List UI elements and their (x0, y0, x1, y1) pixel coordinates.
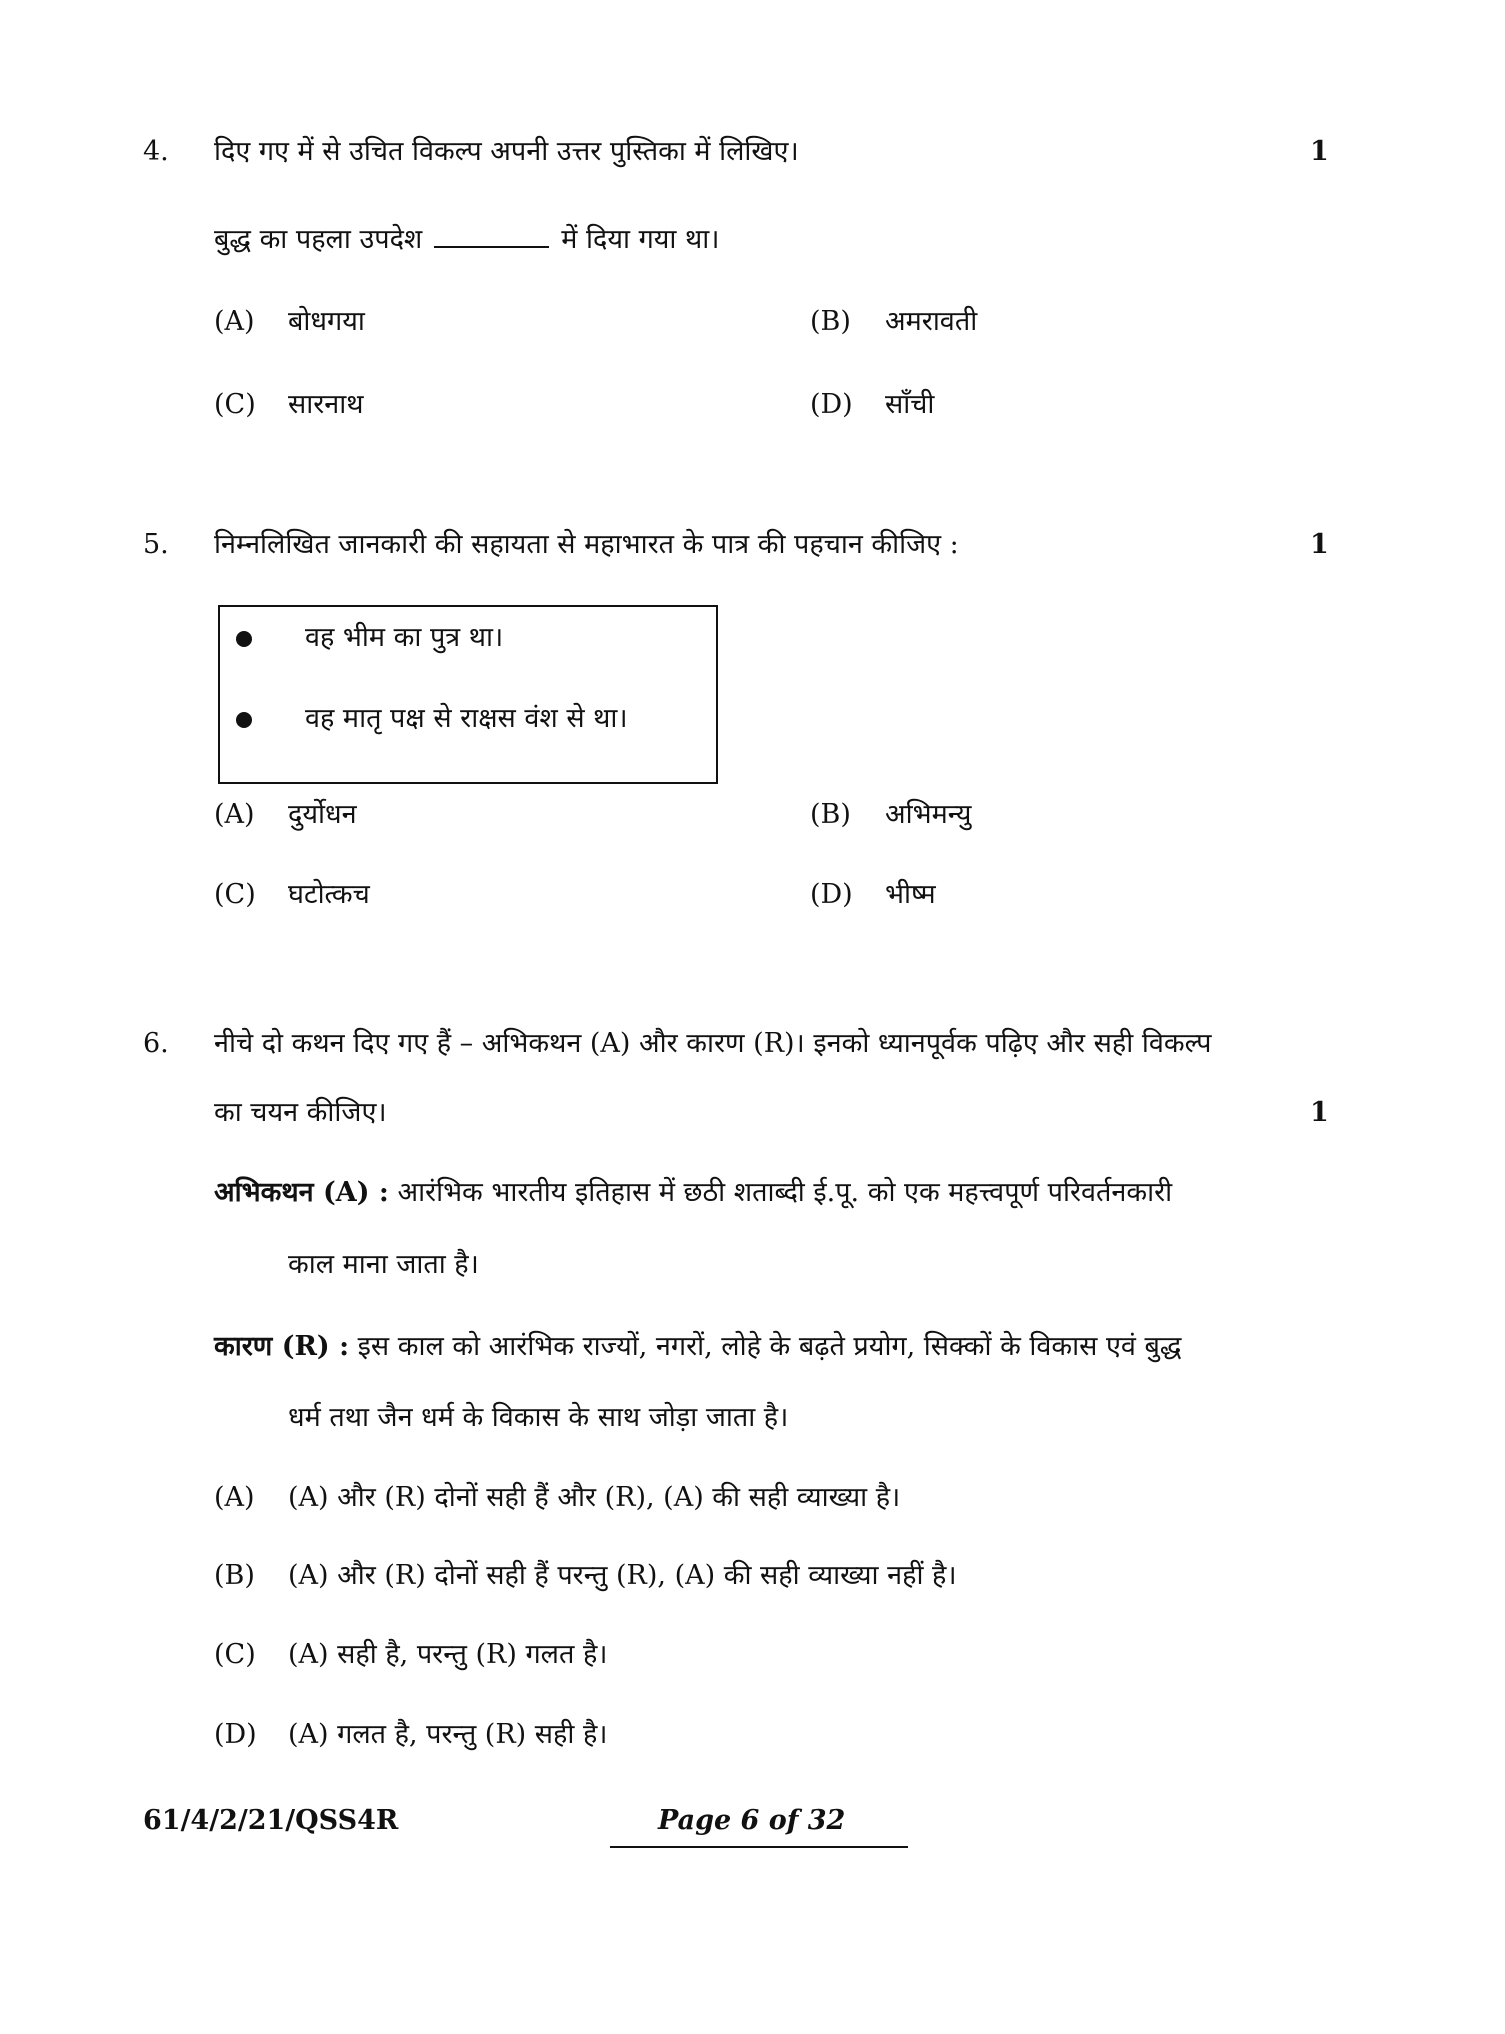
reason-label: कारण (R) : (214, 1331, 350, 1362)
question-6-instruction-line2: का चयन कीजिए। (214, 1097, 387, 1128)
q4-option-b-text: अमरावती (885, 306, 978, 337)
question-4-instruction: दिए गए में से उचित विकल्प अपनी उत्तर पुस्तिका में लिखिए। (214, 136, 799, 167)
q5-option-d-text: भीष्म (885, 879, 936, 910)
page-number-underline (610, 1846, 908, 1848)
bullet-icon (236, 631, 252, 647)
assertion-continuation: काल माना जाता है। (288, 1249, 479, 1280)
question-6-marks: 1 (1310, 1097, 1329, 1128)
q4-option-b-label: (B) (810, 306, 851, 337)
q6-option-b-text: (A) और (R) दोनों सही हैं परन्तु (R), (A) की सही व्याख्या नहीं है। (288, 1560, 957, 1591)
q4-option-c-text: सारनाथ (288, 389, 364, 420)
q4-option-d-text: साँची (885, 389, 935, 420)
q5-option-d-label: (D) (810, 879, 853, 910)
q6-option-d-text: (A) गलत है, परन्तु (R) सही है। (288, 1719, 608, 1750)
q5-option-a-text: दुर्योधन (288, 799, 357, 830)
reason (214, 1329, 1181, 1365)
clue-2: वह मातृ पक्ष से राक्षस वंश से था। (305, 703, 628, 734)
bullet-icon (236, 712, 252, 728)
q5-option-a-label: (A) (214, 799, 255, 830)
question-5-number: 5. (143, 529, 169, 560)
q6-option-d-label: (D) (214, 1719, 257, 1750)
question-4-marks: 1 (1310, 136, 1329, 167)
question-4-stem (214, 222, 720, 258)
page-number: Page 6 of 32 (658, 1805, 846, 1836)
q4-option-d-label: (D) (810, 389, 853, 420)
q5-option-c-label: (C) (214, 879, 256, 910)
reason-continuation: धर्म तथा जैन धर्म के विकास के साथ जोड़ा जाता है। (288, 1402, 789, 1433)
paper-code: 61/4/2/21/QSS4R (143, 1805, 399, 1836)
q6-option-c-text: (A) सही है, परन्तु (R) गलत है। (288, 1639, 608, 1670)
q5-option-b-text: अभिमन्यु (885, 799, 972, 830)
question-4-number: 4. (143, 136, 169, 167)
question-5-marks: 1 (1310, 529, 1329, 560)
q6-option-c-label: (C) (214, 1639, 256, 1670)
fill-in-blank (434, 222, 549, 248)
clue-1: वह भीम का पुत्र था। (305, 622, 504, 653)
question-5-instruction: निम्नलिखित जानकारी की सहायता से महाभारत के पात्र की पहचान कीजिए : (214, 529, 959, 560)
stem-after: में दिया गया था। (561, 224, 720, 255)
stem-before: बुद्ध का पहला उपदेश (214, 224, 423, 255)
question-6-number: 6. (143, 1028, 169, 1059)
assertion-text: आरंभिक भारतीय इतिहास में छठी शताब्दी ई.पू. को एक महत्त्वपूर्ण परिवर्तनकारी (397, 1177, 1173, 1208)
q4-option-a-text: बोधगया (288, 306, 365, 337)
q6-option-a-text: (A) और (R) दोनों सही हैं और (R), (A) की सही व्याख्या है। (288, 1482, 901, 1513)
q5-option-b-label: (B) (810, 799, 851, 830)
q6-option-a-label: (A) (214, 1482, 255, 1513)
q6-option-b-label: (B) (214, 1560, 255, 1591)
assertion (214, 1175, 1172, 1211)
q4-option-a-label: (A) (214, 306, 255, 337)
assertion-label: अभिकथन (A) : (214, 1177, 389, 1208)
q5-option-c-text: घटोत्कच (288, 879, 370, 910)
reason-text: इस काल को आरंभिक राज्यों, नगरों, लोहे के बढ़ते प्रयोग, सिक्कों के विकास एवं बुद्ध (357, 1331, 1182, 1362)
question-6-instruction-line1: नीचे दो कथन दिए गए हैं – अभिकथन (A) और कारण (R)। इनको ध्यानपूर्वक पढ़िए और सही विकल्प (214, 1028, 1212, 1059)
q4-option-c-label: (C) (214, 389, 256, 420)
